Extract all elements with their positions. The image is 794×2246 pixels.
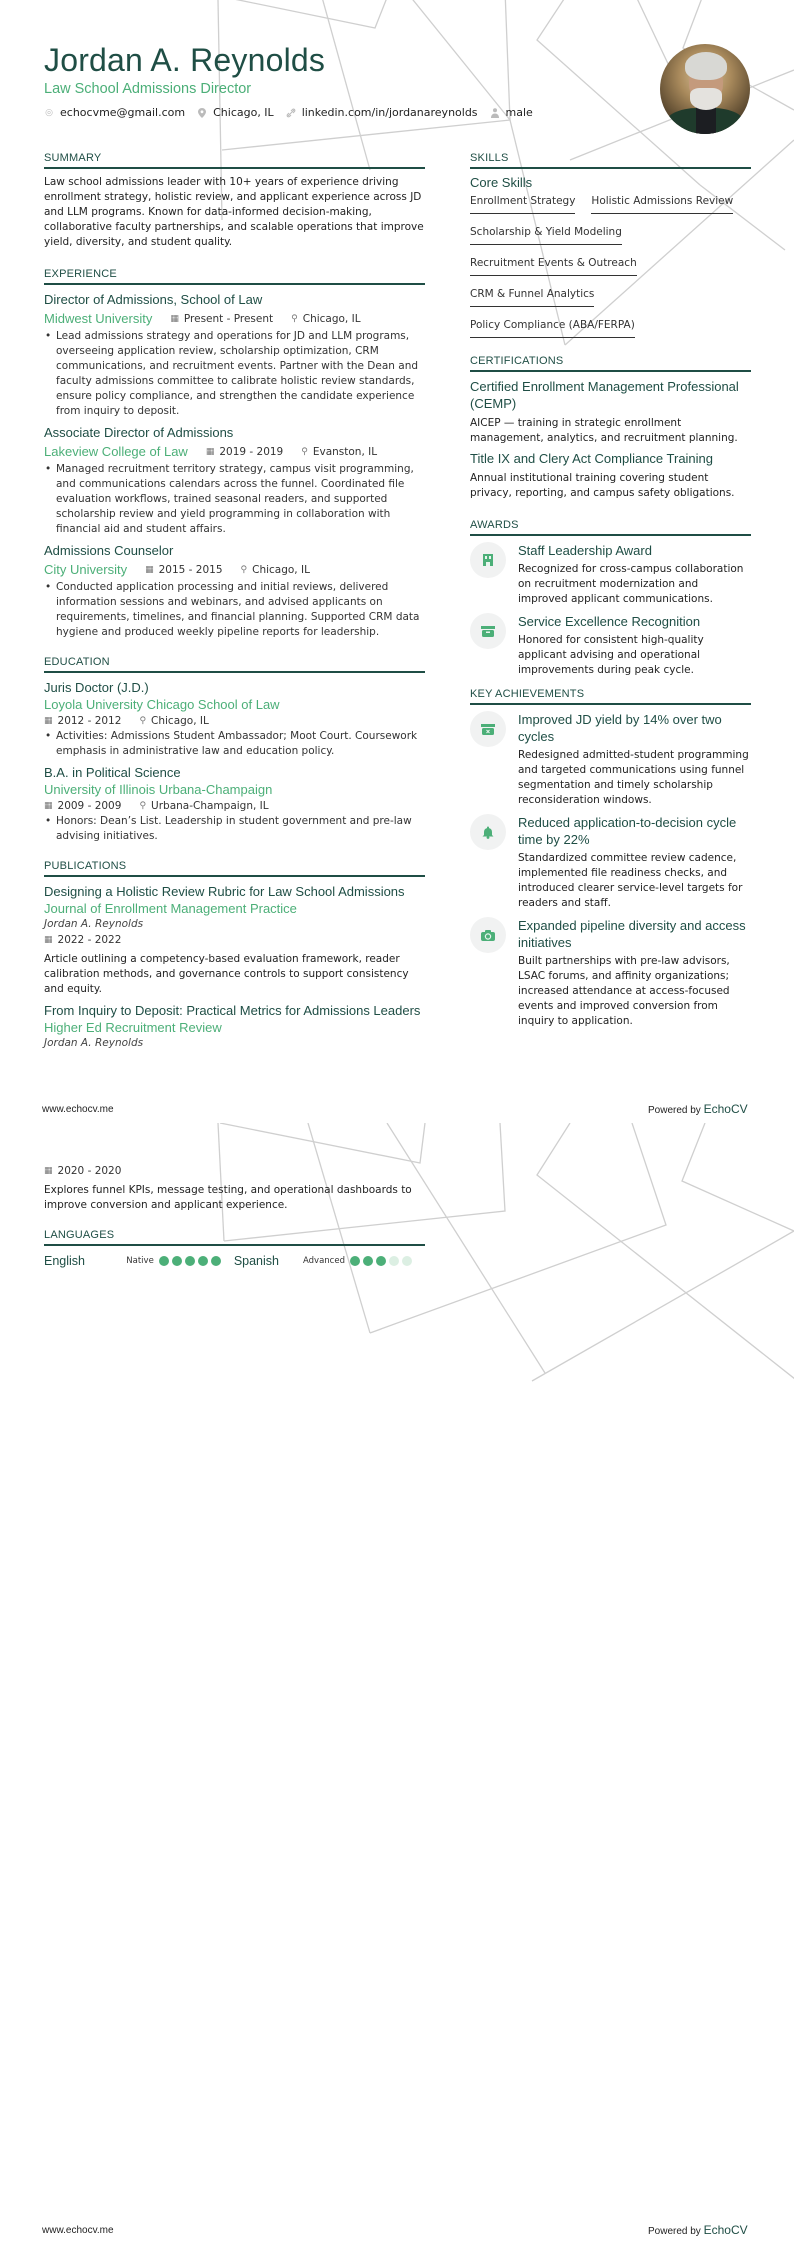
award-title: Service Excellence Recognition	[518, 614, 701, 629]
school: University of Illinois Urbana-Champaign	[44, 782, 273, 797]
publication-item	[44, 1002, 425, 1051]
section-heading-certifications: CERTIFICATIONS	[470, 355, 751, 372]
education-description: • Honors: Dean’s List. Leadership in student government and pre-law advising initiatives.	[44, 814, 425, 844]
award-title: Staff Leadership Award	[518, 543, 652, 558]
languages-row	[44, 1252, 425, 1270]
education-item	[44, 764, 425, 844]
skill-tag: Recruitment Events & Outreach	[470, 256, 637, 276]
job-description: • Managed recruitment territory strategy, campus visit programming, and communications calendars across the funnel. Coordinated file evaluation workflows, trained seasonal readers, and supported scholarship review and yield programming in collaboration with financial aid and student affairs.	[44, 462, 425, 537]
resume-page-2	[0, 1123, 794, 2246]
resume-header	[44, 40, 624, 119]
award-description: Honored for consistent high-quality applicant advising and operational improvements during peak cycle.	[518, 634, 704, 676]
calendar-icon: ▦	[145, 564, 154, 575]
awards-section	[470, 519, 751, 678]
job-dates: Present - Present	[183, 312, 274, 325]
candidate-name: Jordan A. Reynolds	[44, 42, 326, 78]
degree: B.A. in Political Science	[44, 765, 181, 780]
echocv-brand: EchoCV	[703, 1102, 748, 1116]
achievement-description: Standardized committee review cadence, implemented file readiness checks, and introduced clearer service-level targets for readers and staff.	[518, 852, 743, 909]
job-role: Associate Director of Admissions	[44, 425, 234, 440]
section-heading-experience: EXPERIENCE	[44, 268, 425, 285]
map-pin-icon	[197, 108, 207, 118]
publication-author: Jordan A. Reynolds	[44, 918, 144, 930]
achievement-title: Reduced application-to-decision cycle time by 22%	[518, 815, 737, 847]
skills-section	[470, 152, 751, 349]
certification-description: Annual institutional training covering student privacy, reporting, and campus safety obligations.	[470, 472, 735, 499]
certification-title: Certified Enrollment Management Professional (CEMP)	[470, 379, 739, 411]
school: Loyola University Chicago School of Law	[44, 697, 280, 712]
education-location: Chicago, IL	[151, 715, 209, 727]
achievement-description: Redesigned admitted-student programming and targeted communications using funnel segmentation and timely scholarship reconsideration windows.	[518, 749, 749, 806]
section-heading-education: EDUCATION	[44, 656, 425, 673]
publication-title: From Inquiry to Deposit: Practical Metrics for Admissions Leaders	[44, 1003, 421, 1018]
job-organization: City University	[44, 562, 128, 577]
achievement-item	[470, 814, 751, 911]
map-pin-icon: ⚲	[139, 716, 147, 726]
skill-tag: Enrollment Strategy	[470, 194, 575, 214]
education-description: • Activities: Admissions Student Ambassador; Moot Court. Coursework emphasis in administrative law and education policy.	[44, 729, 425, 759]
archive-box-icon	[470, 613, 506, 649]
award-description: Recognized for cross-campus collaboration on recruitment modernization and improved applicant communications.	[518, 563, 744, 605]
job-dates: 2015 - 2015	[158, 563, 223, 576]
skill-tag: Holistic Admissions Review	[591, 194, 733, 214]
skill-tag: CRM & Funnel Analytics	[470, 287, 594, 307]
languages-section	[44, 1229, 425, 1270]
calendar-icon: ▦	[170, 313, 179, 324]
contact-email[interactable]: ◎ echocvme@gmail.com	[45, 106, 186, 119]
bell-icon	[470, 814, 506, 850]
job-location: Chicago, IL	[252, 563, 310, 576]
award-item	[470, 613, 751, 678]
job-organization: Lakeview College of Law	[44, 444, 188, 459]
job-role: Director of Admissions, School of Law	[44, 292, 263, 307]
calendar-icon: ▦	[44, 1166, 53, 1176]
contact-linkedin[interactable]: linkedin.com/in/jordanareynolds	[286, 106, 478, 119]
job-dates: 2019 - 2019	[219, 445, 284, 458]
education-section	[44, 656, 425, 844]
experience-section	[44, 268, 425, 640]
section-heading-summary: SUMMARY	[44, 152, 425, 169]
language-level: Advanced	[303, 1256, 345, 1266]
experience-item	[44, 542, 425, 640]
publication-description: Explores funnel KPIs, message testing, and operational dashboards to improve conversion and applicant experience.	[44, 1184, 412, 1211]
contact-gender: male	[490, 106, 533, 119]
job-description: • Conducted application processing and initial reviews, delivered information sessions and webinars, and advised applicants on requirements, timelines, and financial planning. Supported CRM data hygiene and produced weekly pipeline reports for leadership.	[44, 580, 425, 640]
footer-powered-by: Powered by EchoCV	[648, 1102, 748, 1116]
publication-title: Designing a Holistic Review Rubric for Law School Admissions	[44, 884, 405, 899]
language-name: English	[44, 1254, 85, 1268]
certifications-section	[470, 355, 751, 501]
education-location: Urbana-Champaign, IL	[151, 800, 269, 812]
job-location: Evanston, IL	[312, 445, 378, 458]
publication-item	[44, 883, 425, 997]
footer-website[interactable]: www.echocv.me	[42, 1104, 114, 1115]
calendar-icon: ▦	[205, 446, 215, 457]
left-column-continued	[44, 1163, 425, 1270]
echocv-brand: EchoCV	[703, 2223, 748, 2237]
publication-dates: 2020 - 2020	[57, 1165, 122, 1177]
award-item	[470, 542, 751, 607]
map-pin-icon: ⚲	[301, 446, 308, 457]
calendar-icon: ▦	[44, 801, 53, 811]
calendar-icon: ▦	[44, 716, 53, 726]
language-name: Spanish	[233, 1254, 279, 1268]
at-icon: ◎	[45, 107, 53, 118]
job-description: • Lead admissions strategy and operations for JD and LLM programs, overseeing application review, scholarship optimization, CRM communications, and recruitment events. Partner with the Dean and faculty admissions committee to calibrate holistic review standards, ensure policy compliance, and strengthen the candidate experience from inquiry to deposit.	[44, 329, 425, 419]
education-dates: 2012 - 2012	[57, 715, 122, 727]
education-dates: 2009 - 2009	[57, 800, 122, 812]
achievement-description: Built partnerships with pre-law advisors, LSAC forums, and affinity organizations; increased attendance at access-focused events and improved conversion from inquiry to application.	[518, 955, 730, 1027]
certification-description: AICEP — training in strategic enrollment management, analytics, and recruitment planning.	[470, 417, 738, 444]
camera-icon	[470, 917, 506, 953]
publication-dates: 2022 - 2022	[57, 934, 122, 946]
publication-journal: Higher Ed Recruitment Review	[44, 1020, 222, 1035]
certification-title: Title IX and Clery Act Compliance Training	[470, 451, 714, 466]
publication-item-continued	[44, 1163, 425, 1179]
publications-section	[44, 860, 425, 1051]
section-heading-publications: PUBLICATIONS	[44, 860, 425, 877]
publication-description: Article outlining a competency-based evaluation framework, reader calibration methods, and governance controls to support consistency and equity.	[44, 953, 409, 995]
job-role: Admissions Counselor	[44, 543, 174, 558]
achievement-title: Improved JD yield by 14% over two cycles	[518, 712, 722, 744]
job-location: Chicago, IL	[302, 312, 361, 325]
left-column	[44, 152, 425, 1051]
achievement-item	[470, 711, 751, 808]
certification-item	[470, 378, 751, 446]
achievement-item	[470, 917, 751, 1029]
section-heading-awards: AWARDS	[470, 519, 751, 536]
skills-group-title: Core Skills	[470, 175, 533, 190]
skill-tag: Policy Compliance (ABA/FERPA)	[470, 318, 635, 338]
calendar-icon: ▦	[44, 935, 53, 945]
map-pin-icon: ⚲	[139, 801, 147, 811]
skills-list	[470, 194, 751, 349]
degree: Juris Doctor (J.D.)	[44, 680, 149, 695]
contact-row	[44, 106, 624, 119]
contact-location: Chicago, IL	[197, 106, 274, 119]
map-pin-icon: ⚲	[240, 564, 248, 575]
achievement-title: Expanded pipeline diversity and access initiatives	[518, 918, 746, 950]
summary-section	[44, 152, 425, 250]
language-level: Native	[126, 1256, 154, 1266]
language-proficiency-dots	[350, 1256, 415, 1266]
archive-x-icon	[470, 711, 506, 747]
job-organization: Midwest University	[44, 311, 153, 326]
profile-photo	[660, 44, 750, 134]
section-heading-skills: SKILLS	[470, 152, 751, 169]
candidate-title: Law School Admissions Director	[44, 81, 252, 97]
publication-journal: Journal of Enrollment Management Practice	[44, 901, 297, 916]
experience-item	[44, 291, 425, 419]
section-heading-languages: LANGUAGES	[44, 1229, 425, 1246]
footer-website[interactable]: www.echocv.me	[42, 2225, 114, 2236]
map-pin-icon: ⚲	[291, 313, 298, 324]
summary-text: Law school admissions leader with 10+ years of experience driving enrollment strategy, holistic review, and applicant experience across JD and LLM programs. Known for data-informed decision-making, collaborative faculty partnerships, and scalable operations that improve yield, diversity, and student quality.	[44, 176, 424, 248]
certification-item	[470, 450, 751, 501]
education-item	[44, 679, 425, 759]
footer-powered-by: Powered by EchoCV	[648, 2223, 748, 2237]
link-icon	[286, 108, 296, 118]
right-column	[470, 152, 751, 1035]
skill-tag: Scholarship & Yield Modeling	[470, 225, 622, 245]
building-icon	[470, 542, 506, 578]
section-heading-key-achievements: KEY ACHIEVEMENTS	[470, 688, 751, 705]
publication-author: Jordan A. Reynolds	[44, 1037, 144, 1049]
experience-item	[44, 424, 425, 537]
achievements-section	[470, 688, 751, 1029]
person-icon	[490, 108, 500, 118]
language-proficiency-dots	[159, 1256, 224, 1266]
